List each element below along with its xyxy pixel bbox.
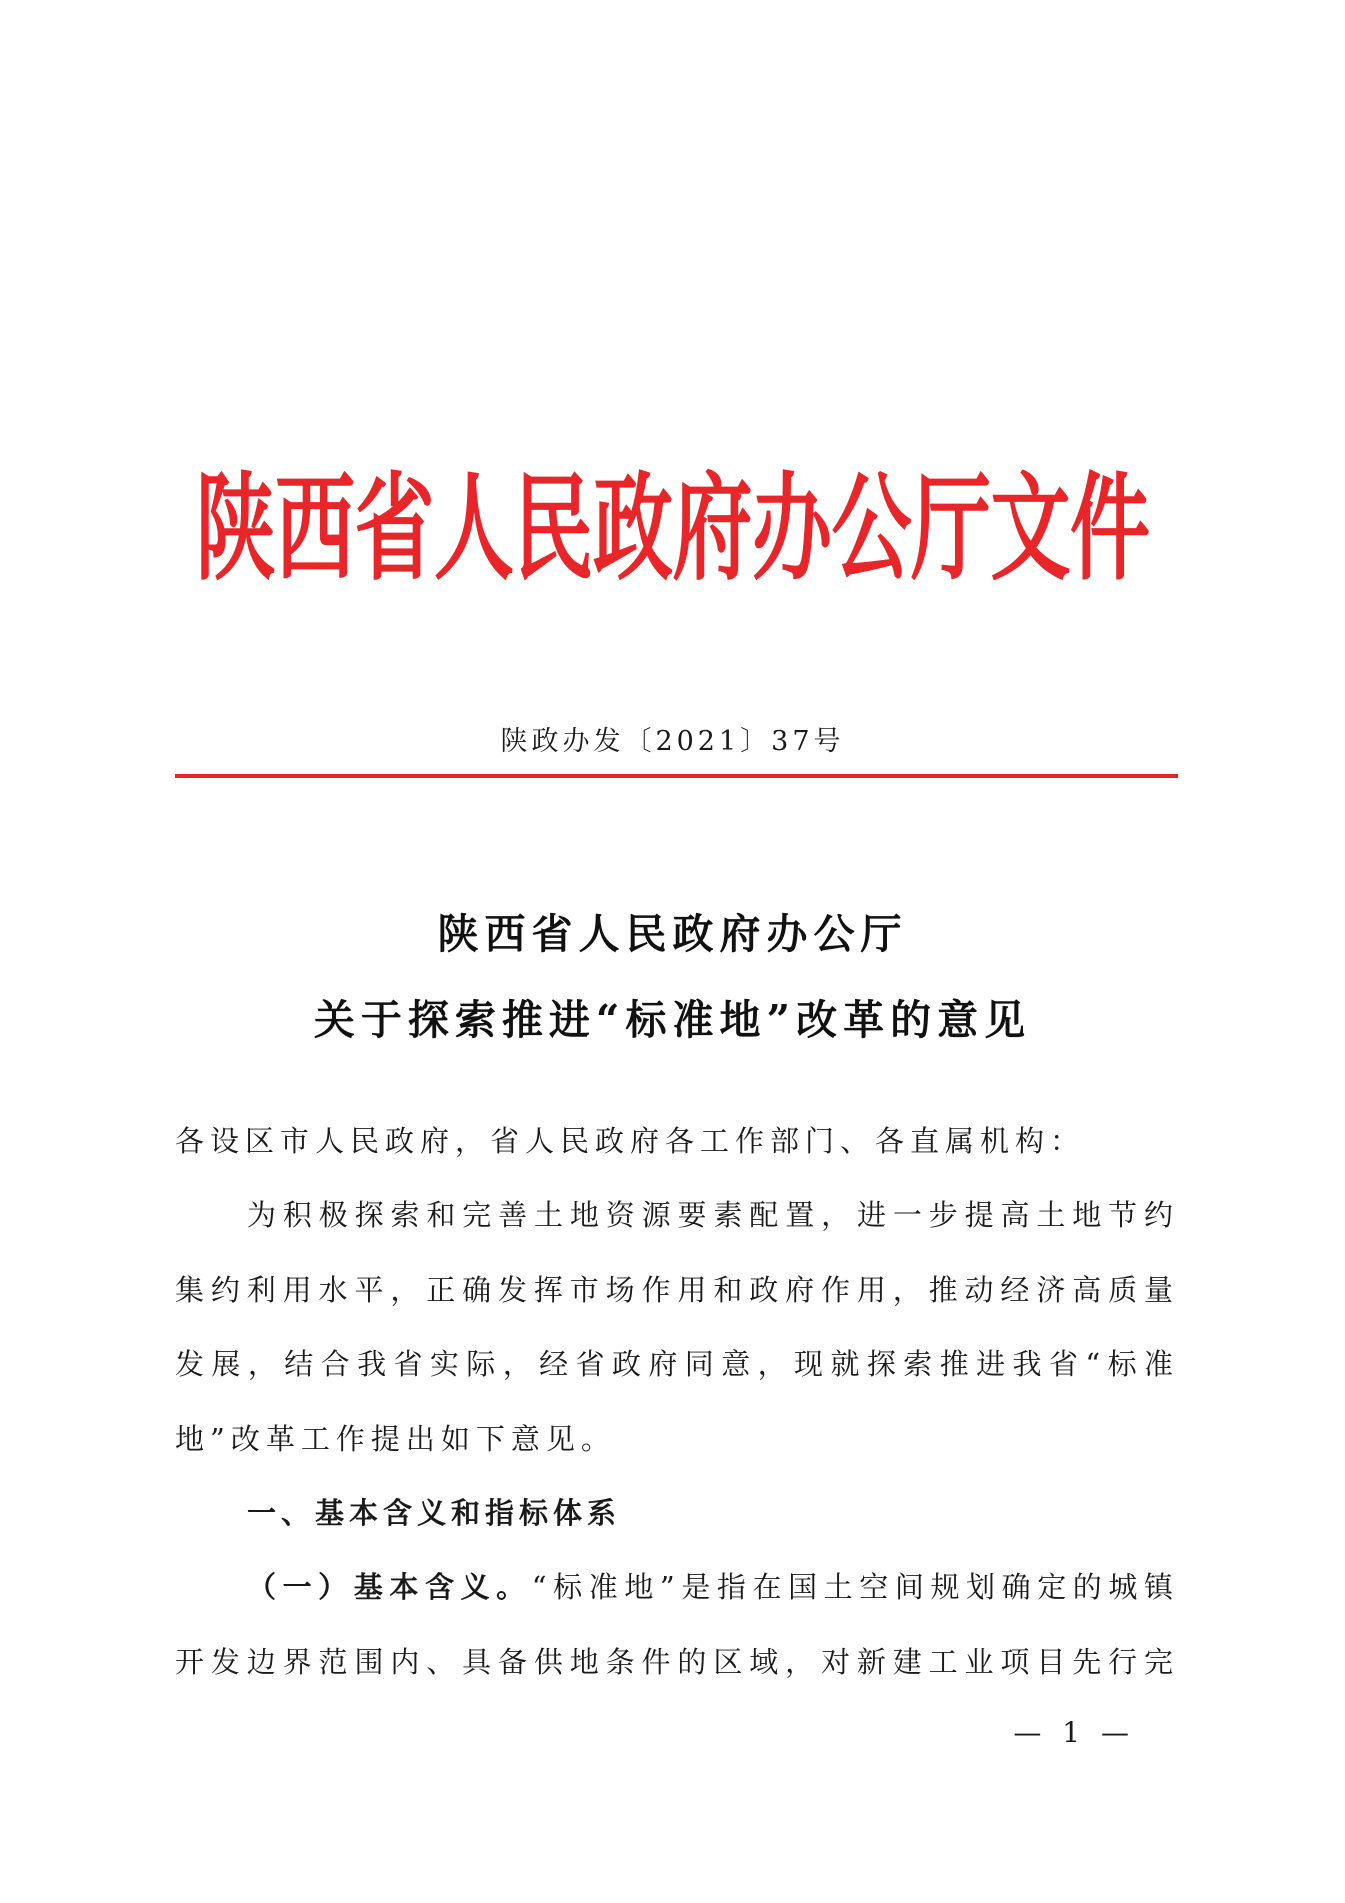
paragraph-2-line-1 [175,1550,1178,1624]
red-divider-line [175,774,1178,778]
paragraph-2-line-2: 开发边界范围内、具备供地条件的区域，对新建工业项目先行完 [175,1644,1178,1679]
document-body [175,1104,1178,1699]
document-title-line-1: 陕西省人民政府办公厅 [437,910,908,958]
paragraph-1-line-1: 为积极探索和完善土地资源要素配置，进一步提高土地节约 [247,1198,1178,1233]
document-title-line-2: 关于探索推进“标准地”改革的意见 [313,996,1032,1044]
page-number: — 1 — [1013,1716,1135,1749]
paragraph-2-line-1-text: “标准地”是指在国土空间规划确定的城镇 [531,1570,1178,1605]
paragraph-1-line-4: 地”改革工作提出如下意见。 [175,1421,616,1456]
red-header-title: 陕西省人民政府办公厅文件 [195,459,1150,597]
section-heading-1: 一、基本含义和指标体系 [247,1495,622,1530]
document-number: 陕政办发〔2021〕37号 [500,726,845,757]
paragraph-1-line-3: 发展，结合我省实际，经省政府同意，现就探索推进我省“标准 [175,1347,1178,1382]
salutation: 各设区市人民政府，省人民政府各工作部门、各直属机构： [175,1124,1086,1158]
paragraph-2-lead: （一）基本含义。 [247,1570,532,1605]
red-header [0,459,1345,597]
paragraph-1-line-2: 集约利用水平，正确发挥市场作用和政府作用，推动经济高质量 [175,1272,1178,1307]
